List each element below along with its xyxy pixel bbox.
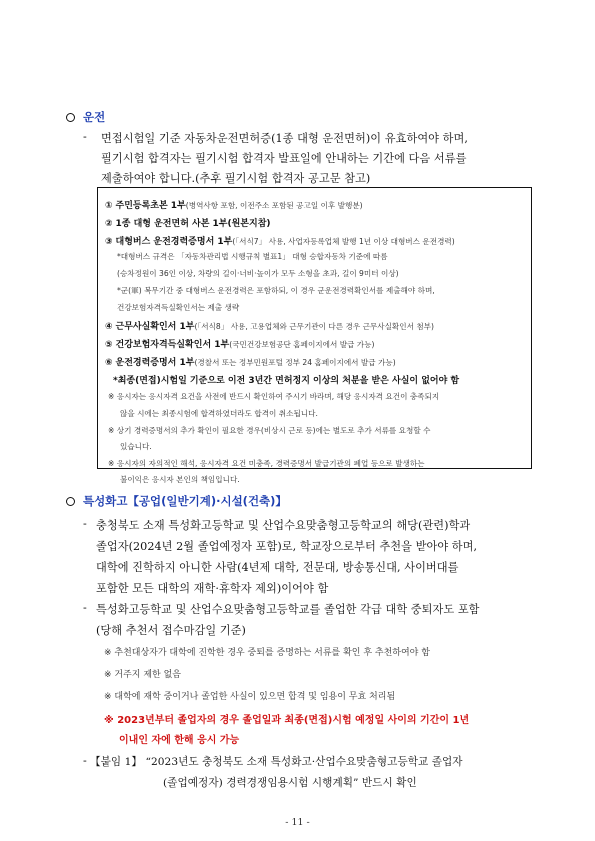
section2-note: ※ 추천대상자가 대학에 진학한 경우 중퇴를 증명하는 서류를 확인 후 추천하여야 함 bbox=[104, 648, 430, 658]
doc-item-5 bbox=[105, 337, 374, 350]
doc-note: (승차정원이 36인 이상, 차량의 길이·너비·높이가 모두 소형을 초과, 길이 9미터 이상) bbox=[117, 269, 399, 278]
section2-note: ※ 거주지 제한 없음 bbox=[104, 670, 181, 680]
attachment-line: (졸업예정자) 경력경쟁임용시험 시행계획” 반드시 확인 bbox=[163, 777, 417, 789]
para-line: 제출하여야 합니다.(추후 필기시험 합격자 공고문 참고) bbox=[101, 172, 371, 185]
doc-num: ⑤ bbox=[105, 340, 113, 350]
section-bullet-circle bbox=[66, 497, 75, 506]
box-note: ※ 상기 경력증명서의 추가 확인이 필요한 경우(비상시 근로 등)에는 별도로 추가 서류를 요청할 수 bbox=[108, 426, 431, 435]
doc-num: ③ bbox=[105, 237, 113, 247]
para-line: 포함한 모든 대학의 재학·휴학자 제외)이어야 함 bbox=[96, 582, 329, 595]
doc-item-6 bbox=[105, 355, 396, 368]
box-note: ※ 응시자의 자의적인 해석, 응시자격 요건 미충족, 경력증명서 발급기관의 폐업 등으로 발생하는 bbox=[108, 459, 425, 468]
doc-detail: (「서식8」 사용, 고용업체와 근무기관이 다른 경우 근무사실확인서 첨부) bbox=[194, 322, 434, 331]
dash-marker: - bbox=[83, 601, 87, 614]
doc-note: *대형버스 규격은 「자동차관리법 시행규칙 별표1」 대형 승합자동차 기준에 따름 bbox=[117, 252, 388, 261]
box-note: 않을 시에는 최종시험에 합격하였더라도 합격이 취소됩니다. bbox=[120, 409, 318, 418]
box-note: ※ 응시자는 응시자격 요건을 사전에 반드시 확인하여 주시기 바라며, 해당 응시자격 요건이 충족되지 bbox=[108, 392, 440, 401]
doc-note: 건강보험자격득실확인서는 제출 생략 bbox=[117, 303, 240, 312]
section-title-driving: 운전 bbox=[83, 110, 106, 124]
doc-item-4 bbox=[105, 319, 434, 332]
doc-detail: (경찰서 또는 정부민원포털 정부 24 홈페이지에서 발급 가능) bbox=[194, 358, 396, 367]
red-warning-line: 이내인 자에 한해 응시 가능 bbox=[119, 735, 240, 746]
license-suspension-note: *최종(면접)시험일 기준으로 이전 3년간 면허정지 이상의 처분을 받은 사실이 없어야 함 bbox=[113, 376, 460, 386]
box-note: 있습니다. bbox=[120, 442, 152, 451]
section-bullet-circle bbox=[66, 113, 75, 122]
doc-label: 운전경력증명서 1부 bbox=[115, 358, 195, 368]
doc-label: 건강보험자격득실확인서 1부 bbox=[115, 340, 230, 350]
doc-item-2 bbox=[105, 216, 271, 229]
box-note: 불이익은 응시자 본인의 책임입니다. bbox=[120, 475, 240, 484]
doc-detail: (국민건강보험공단 홈페이지에서 발급 가능) bbox=[229, 340, 375, 349]
doc-note: *군(軍) 복무기간 중 대형버스 운전경력은 포함하되, 이 경우 군운전경력확인서를 제출해야 하며, bbox=[117, 286, 435, 295]
doc-label: 근무사실확인서 1부 bbox=[115, 322, 195, 332]
para-line: 특성화고등학교 및 산업수요맞춤형고등학교를 졸업한 각급 대학 중퇴자도 포함 bbox=[96, 603, 480, 616]
doc-item-1 bbox=[105, 198, 363, 211]
section2-note: ※ 대학에 재학 중이거나 졸업한 사실이 있으면 합격 및 임용이 무효 처리됨 bbox=[104, 692, 396, 702]
doc-num: ⑥ bbox=[105, 358, 113, 368]
doc-detail: (병역사항 포함, 이전주소 포함된 공고일 이후 발행분) bbox=[185, 201, 363, 210]
doc-item-3 bbox=[105, 234, 455, 247]
doc-num: ② bbox=[105, 219, 113, 229]
para-line: (당해 추천서 접수마감일 기준) bbox=[96, 624, 246, 637]
doc-label: 1종 대형 운전면허 사본 1부(원본지참) bbox=[115, 219, 271, 229]
dash-marker: - bbox=[83, 130, 87, 143]
doc-label: 대형버스 운전경력증명서 1부 bbox=[115, 237, 233, 247]
page-number: - 11 - bbox=[285, 817, 310, 828]
para-line: 면접시험일 기준 자동차운전면허증(1종 대형 운전면허)이 유효하여야 하며, bbox=[101, 132, 468, 145]
doc-num: ① bbox=[105, 201, 113, 211]
doc-detail: (「서식7」 사용, 사업자등록업체 발행 1년 이상 대형버스 운전경력) bbox=[232, 237, 455, 246]
doc-label: 주민등록초본 1부 bbox=[115, 201, 186, 211]
para-line: 대학에 진학하지 아니한 사람(4년제 대학, 전문대, 방송통신대, 사이버대를 bbox=[96, 561, 459, 574]
para-line: 졸업자(2024년 2월 졸업예정자 포함)로, 학교장으로부터 추천을 받아야 하며, bbox=[96, 540, 478, 553]
red-warning-line: ※ 2023년부터 졸업자의 경우 졸업일과 최종(면접)시험 예정일 사이의 기간이 1년 bbox=[104, 715, 470, 726]
doc-num: ④ bbox=[105, 322, 113, 332]
attachment-line: 【붙임 1】 “2023년도 충청북도 소재 특성화고·산업수요맞춤형고등학교 졸업자 bbox=[90, 756, 463, 768]
dash-marker: - bbox=[83, 517, 87, 530]
para-line: 충청북도 소재 특성화고등학교 및 산업수요맞춤형고등학교의 해당(관련)학과 bbox=[96, 519, 471, 532]
section-title-specialized-high-school: 특성화고【공업(일반기계)·시설(건축)】 bbox=[83, 494, 287, 508]
para-line: 필기시험 합격자는 필기시험 합격자 발표일에 안내하는 기간에 다음 서류를 bbox=[101, 152, 467, 165]
dash-marker: - bbox=[83, 754, 87, 767]
